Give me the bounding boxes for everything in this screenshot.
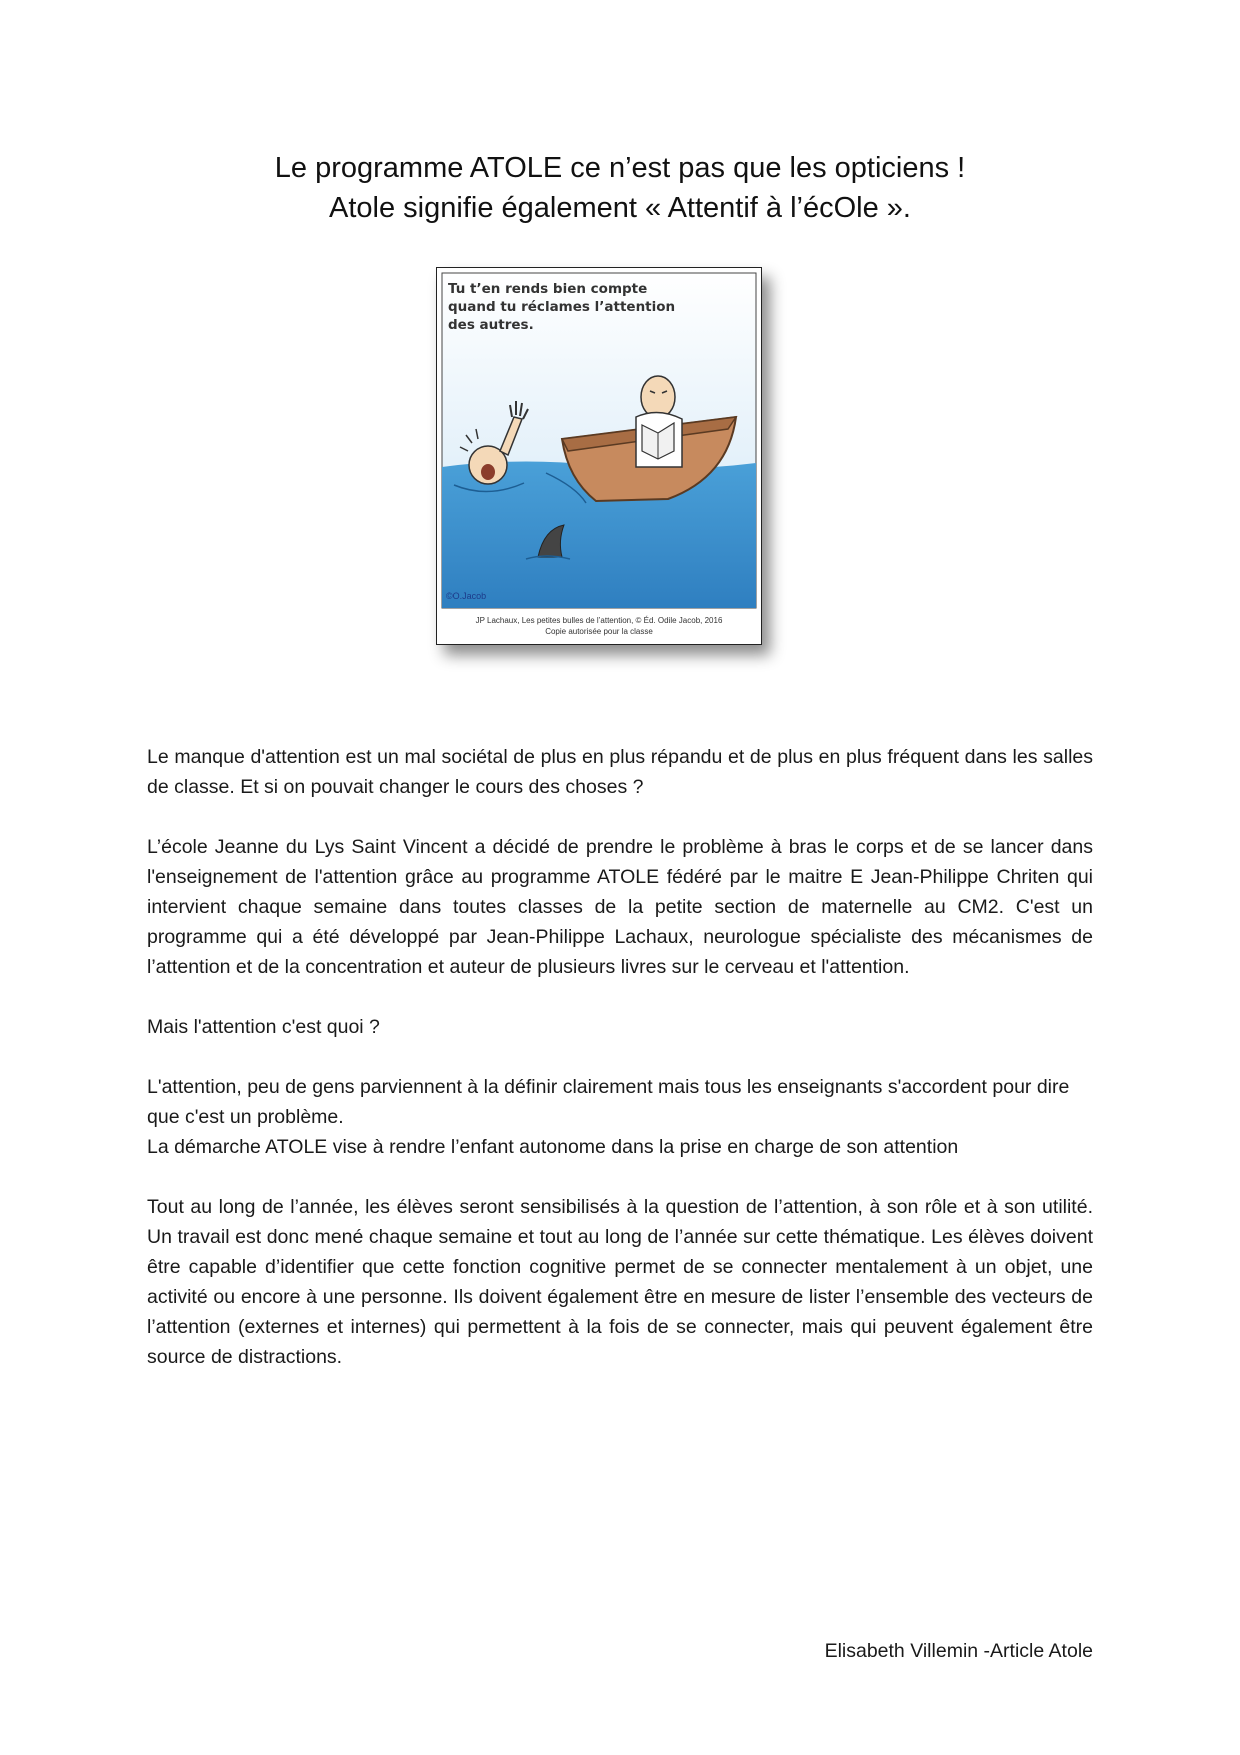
paragraph-intro: Le manque d'attention est un mal sociétal de plus en plus répandu et de plus en plus fréquent dans les salles de classe. Et si on pouvait changer le cours des choses ? xyxy=(147,746,1093,798)
cartoon-copyright: ©O.Jacob xyxy=(446,591,487,601)
title-line-1: Le programme ATOLE ce n’est pas que les opticiens ! xyxy=(274,152,966,184)
definition-line-2: La démarche ATOLE vise à rendre l’enfant autonome dans la prise en charge de son attention xyxy=(147,1136,959,1158)
cartoon-credit-line-1: JP Lachaux, Les petites bulles de l’attention, © Éd. Odile Jacob, 2016 xyxy=(475,616,723,625)
cartoon-image xyxy=(436,267,762,645)
paragraph-question: Mais l'attention c'est quoi ? xyxy=(147,1016,380,1038)
definition-line-1: L'attention, peu de gens parviennent à la définir clairement mais tous les enseignants s'accordent pour dire que c'est un problème. xyxy=(147,1076,1070,1128)
article-body xyxy=(147,742,1093,1402)
cartoon-caption-line-1: Tu t’en rends bien compte xyxy=(448,281,648,297)
author-signature: Elisabeth Villemin -Article Atole xyxy=(824,1640,1093,1662)
title-line-2: Atole signifie également « Attentif à l’écOle ». xyxy=(329,192,911,224)
cartoon-caption-line-2: quand tu réclames l’attention xyxy=(448,299,676,315)
paragraph-definition xyxy=(147,1072,1093,1162)
cartoon-credit-line-2: Copie autorisée pour la classe xyxy=(545,627,653,636)
paragraph-year: Tout au long de l’année, les élèves seront sensibilisés à la question de l’attention, à son rôle et à son utilité. Un travail est donc mené chaque semaine et tout au long de l’année sur cette thématique. Les élèves doivent être capable d’identifier que cette fonction cognitive permet de se connecter mentalement à un objet, une activité ou encore à une personne. Ils doivent également être en mesure de lister l’ensemble des vecteurs de l’attention (externes et internes) qui permettent à la fois de se connecter, mais qui peuvent également être source de distractions. xyxy=(147,1196,1093,1368)
cartoon-caption-line-3: des autres. xyxy=(448,317,534,333)
paragraph-school: L’école Jeanne du Lys Saint Vincent a décidé de prendre le problème à bras le corps et de se lancer dans l'enseignement de l'attention grâce au programme ATOLE fédéré par le maitre E Jean-Philippe Chriten qui intervient chaque semaine dans toutes classes de la petite section de maternelle au CM2. C'est un programme qui a été développé par Jean-Philippe Lachaux, neurologue spécialiste des mécanismes de l’attention et de la concentration et auteur de plusieurs livres sur le cerveau et l'attention. xyxy=(147,836,1093,978)
page-title xyxy=(0,148,1240,228)
